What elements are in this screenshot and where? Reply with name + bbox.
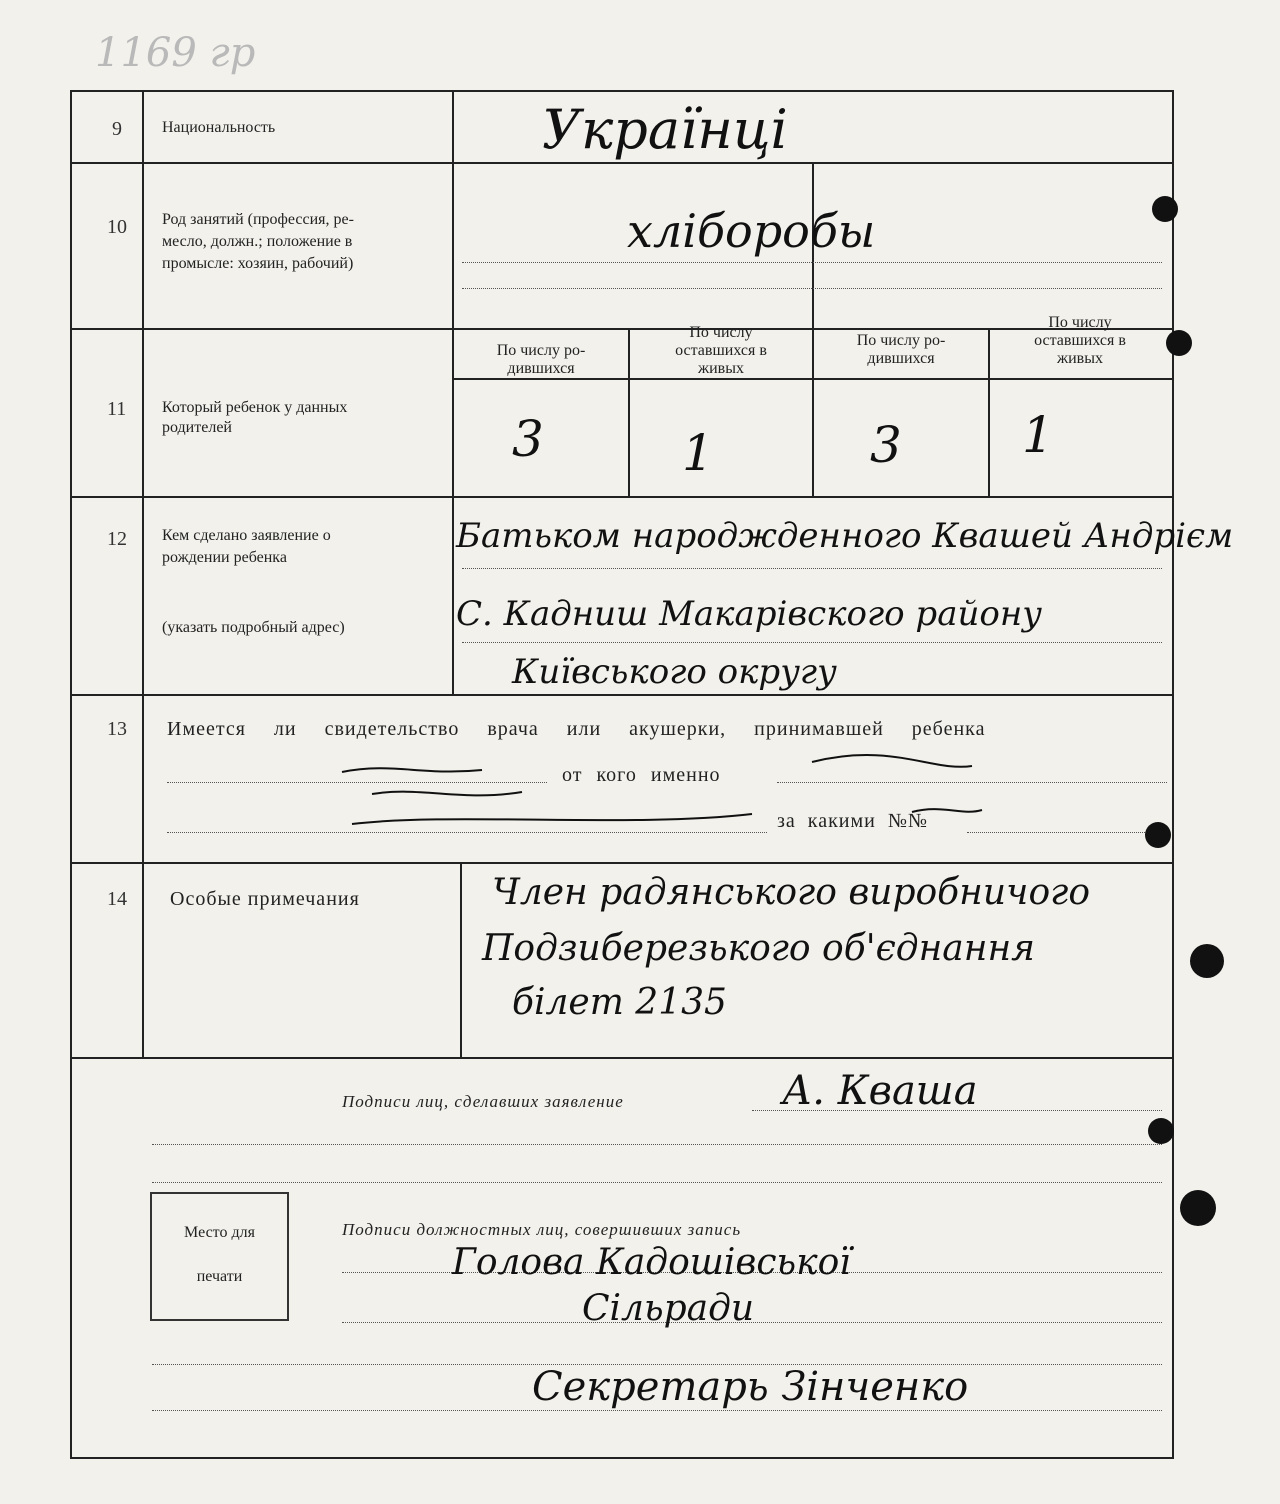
number-column-divider [142,92,144,1057]
fill-line [152,1182,1162,1183]
declarant-label-2: рождении ребенка [162,549,287,566]
nationality-value: Українці [542,98,788,161]
declarant-label-1: Кем сделано заявление о [162,527,331,544]
binding-hole [1145,822,1171,848]
official-signature-3: Секретарь Зінченко [532,1364,969,1410]
binding-hole [1190,944,1224,978]
row-number: 9 [112,118,122,140]
declarant-district: Київського округу [512,652,837,692]
stamp-place-label-1: Место для [184,1224,255,1241]
notes-line-3: білет 2135 [512,982,727,1023]
row-number: 13 [107,718,127,740]
row-number: 14 [107,888,127,910]
header-surviving-2: По числу оставшихся в живых [1034,314,1126,367]
fill-line [152,1144,1162,1145]
strike-marks [332,732,992,842]
row-divider [72,1057,1172,1059]
certificate-question: Имеется ли свидетельство врача или акушерки, принимавшей ребенка [167,718,986,740]
binding-hole [1148,1118,1174,1144]
label-column-divider [460,862,462,1057]
surviving-count-2: 1 [1022,406,1054,464]
binding-hole [1152,196,1178,222]
address-label: (указать подробный адрес) [162,619,345,636]
row-divider [72,496,1172,498]
child-order-label-1: Который ребенок у данных [162,399,348,416]
born-count-1: 3 [512,410,544,468]
officials-signature-label: Подписи должностных лиц, совершивших запись [342,1220,742,1239]
fill-line [462,568,1162,569]
row-number: 11 [107,398,127,420]
occupation-label-3: промысле: хозяин, рабочий) [162,255,354,272]
row-number: 10 [107,216,127,238]
row-divider [72,862,1172,864]
surviving-count-1: 1 [682,424,714,482]
fill-line [152,1410,1162,1411]
nationality-label: Национальность [162,119,276,136]
official-signature-1: Голова Кадошівської [452,1242,851,1283]
numbers-label: за какими №№ [777,810,929,832]
applicant-signature: А. Кваша [782,1068,978,1114]
fill-line [462,262,1162,263]
label-column-divider [452,92,454,694]
row-divider [72,694,1172,696]
row-divider [72,162,1172,164]
header-surviving-1: По числу оставшихся в живых [675,324,767,377]
notes-line-2: Подзиберезького об'єднання [482,928,1036,969]
binding-hole [1180,1190,1216,1226]
header-born-1: По числу ро- дившихся [496,342,586,377]
fill-line [462,288,1162,289]
row-number: 12 [107,528,127,550]
archive-mark: 1169 гр [95,30,256,76]
occupation-value: хліборобы [627,204,876,258]
binding-hole [1166,330,1192,356]
fill-line [967,832,1167,833]
occupation-label-1: Род занятий (профессия, ре- [162,211,354,228]
stamp-place-box [150,1192,289,1321]
header-born-2: По числу ро- дившихся [856,332,946,367]
official-signature-2: Сільради [582,1288,755,1329]
notes-line-1: Член радянського виробничого [492,872,1090,913]
declarant-village: С. Кадниш Макарівского району [456,594,1042,634]
occupation-label-2: месло, должн.; положение в [162,233,353,250]
from-whom-label: от кого именно [562,764,721,786]
notes-label: Особые примечания [170,888,360,910]
born-count-2: 3 [870,416,902,474]
stamp-place-label-2: печати [196,1268,243,1285]
sub-header-divider [452,378,1172,380]
fill-line [462,642,1162,643]
applicant-signature-label: Подписи лиц, сделавших заявление [342,1092,624,1111]
child-order-label-2: родителей [162,419,232,436]
declarant-name: Батьком народжденного Квашей Андрієм [456,516,1234,556]
